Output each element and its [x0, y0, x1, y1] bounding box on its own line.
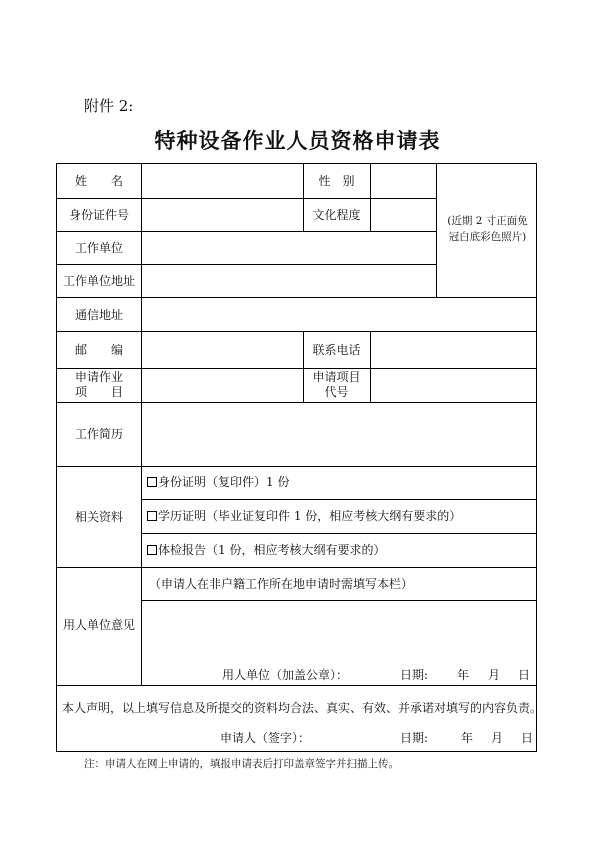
checkbox-icon[interactable] — [147, 477, 157, 487]
mail-address-field[interactable] — [142, 298, 536, 330]
material-item[interactable] — [147, 474, 289, 490]
apply-code-label-line2: 代号 — [324, 385, 349, 399]
declaration-month-label: 月 — [491, 731, 504, 745]
grid-line — [141, 499, 536, 500]
education-field[interactable] — [371, 199, 435, 230]
gender-field[interactable] — [371, 165, 435, 197]
employer-opinion-field[interactable] — [142, 601, 536, 661]
application-form-table — [56, 163, 543, 752]
name-label: 姓 名 — [74, 174, 123, 188]
postcode-field[interactable] — [142, 332, 302, 367]
grid-line — [57, 466, 536, 467]
work-unit-label: 工作单位 — [74, 241, 123, 255]
apply-item-label-line2: 项 目 — [74, 385, 123, 399]
checkbox-icon[interactable] — [147, 545, 157, 555]
apply-item-label-line1: 申请作业 — [74, 370, 123, 384]
apply-code-field[interactable] — [371, 369, 536, 401]
gender-label: 性 别 — [318, 174, 355, 188]
declaration-year-label: 年 — [461, 731, 474, 745]
photo-hint-line1: (近期 2 寸正面免 — [447, 215, 528, 227]
material-medical-report: 体检报告（1 份，相应考核大纲有要求的） — [158, 543, 386, 557]
postcode-label: 邮 编 — [74, 343, 123, 357]
id-number-label: 身份证件号 — [68, 208, 129, 222]
checkbox-icon[interactable] — [147, 511, 157, 521]
work-unit-field[interactable] — [142, 232, 435, 263]
phone-label: 联系电话 — [312, 343, 361, 357]
phone-field[interactable] — [371, 332, 536, 367]
employer-hint: （申请人在非户籍工作所在地申请时需填写本栏） — [149, 577, 414, 591]
employer-month-label: 月 — [488, 668, 501, 682]
employer-opinion-label: 用人单位意见 — [62, 618, 135, 632]
work-unit-address-field[interactable] — [142, 265, 435, 296]
mail-address-label: 通信地址 — [74, 308, 123, 322]
id-number-field[interactable] — [142, 199, 302, 230]
resume-label: 工作简历 — [74, 427, 123, 441]
employer-day-label: 日 — [518, 668, 531, 682]
materials-label: 相关资料 — [74, 510, 123, 524]
apply-code-label-line1: 申请项目 — [312, 370, 361, 384]
resume-field[interactable] — [142, 403, 536, 465]
declaration-text: 本人声明，以上填写信息及所提交的资料均合法、真实、有效、并承诺对填写的内容负责。 — [62, 701, 543, 715]
name-field[interactable] — [142, 165, 302, 197]
material-education-proof: 学历证明（毕业证复印件 1 份，相应考核大纲有要求的） — [158, 509, 462, 523]
apply-item-field[interactable] — [142, 369, 302, 401]
grid-line — [141, 533, 536, 534]
work-unit-address-label: 工作单位地址 — [62, 274, 135, 288]
grid-line — [57, 567, 536, 568]
material-id-proof: 身份证明（复印件）1 份 — [158, 475, 290, 489]
form-title: 特种设备作业人员资格申请表 — [154, 128, 441, 153]
employer-date-label: 日期: — [400, 668, 429, 682]
education-label: 文化程度 — [312, 208, 361, 222]
material-item[interactable] — [147, 508, 461, 524]
applicant-sign-label: 申请人（签字）： — [220, 731, 311, 745]
declaration-date-label: 日期: — [400, 731, 429, 745]
material-item[interactable] — [147, 542, 385, 558]
photo-hint-line2: 冠白底彩色照片) — [448, 231, 527, 243]
footnote: 注：申请人在网上申请的，填报申请表后打印盖章签字并扫描上传。 — [84, 758, 399, 770]
employer-year-label: 年 — [457, 668, 470, 682]
employer-seal-label: 用人单位（加盖公章）： — [222, 668, 349, 682]
declaration-day-label: 日 — [521, 731, 534, 745]
attachment-label: 附件 2: — [84, 97, 134, 115]
grid-line — [57, 685, 536, 686]
